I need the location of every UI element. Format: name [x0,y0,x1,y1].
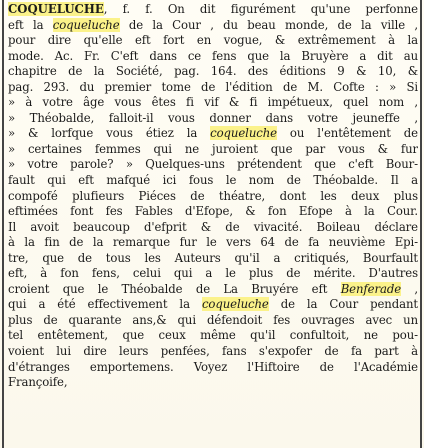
entry-line: chapitre de la Société, pag. 164. des éditions 9 & 10, & [8,64,418,79]
headword: COQUELUCHE [8,2,104,16]
entry-line: » & lorfque vous étiez la coqueluche ou l'entêtement de [8,126,418,141]
entry-line: tre, que de tous les Auteurs qu'il a critiqués, Bourfault [8,250,418,265]
entry-line: à la fin de la remarque fur le vers 64 de fa neuvième Epi- [8,235,418,250]
entry-line: tel entêtement, que ceux même qu'il confultoit, ne pou- [8,328,418,343]
page-border-left [2,0,4,448]
entry-line: pag. 293. du premier tome de l'édition de M. Cofte : » Si [8,79,418,94]
entry-line: eft, à fon fens, celui qui a le plus de mérite. D'autres [8,266,418,281]
entry-line: fault qui eft mafqué ici fous le nom de Théobalde. Il a [8,173,418,188]
highlighted-term: coqueluche [52,17,120,32]
entry-line: pour dire qu'elle eft fort en vogue, & extrêmement à la [8,33,418,48]
entry-line: » Théobalde, falloit-il vous donner dans votre jeuneffe , [8,110,418,125]
entry-line: mode. Ac. Fr. C'eft dans ce fens que la Bruyère a dit au [8,48,418,63]
entry-line: » votre parole? » Quelques-uns prétendent que c'eft Bour- [8,157,418,172]
entry-line: qui a été effectivement la coqueluche de la Cour pendant [8,297,418,312]
entry-line: » certaines femmes qui ne juroient que par vous & fur [8,141,418,156]
highlighted-term: coqueluche [201,297,269,312]
entry-line: croient que le Théobalde de La Bruyére eft Benferade , [8,281,418,296]
entry-line: Il avoit beaucoup d'efprit & de vivacité. Boileau déclare [8,219,418,234]
page-border-right [420,0,422,448]
entry-line: COQUELUCHE, f. f. On dit figurément qu'une perfonne [8,2,418,16]
entry-line: voient lui dire leurs penfées, fans s'expofer de fa part à [8,344,418,359]
entry-line: compofé plufieurs Piéces de théatre, dont les deux plus [8,188,418,203]
entry-line: plus de quarante ans,& qui défendoit fes ouvrages avec un [8,312,418,327]
highlighted-term: Benferade [340,281,402,296]
dictionary-entry [8,2,418,391]
entry-line: eftimées font fes Fables d'Efope, & fon Efope à la Cour. [8,204,418,219]
highlighted-term: coqueluche [210,126,277,141]
entry-line: d'étranges emportemens. Voyez l'Hiftoire de l'Académie [8,359,418,374]
entry-line: Françoife, [8,375,68,390]
entry-line: » à votre âge vous êtes fi vif & fi impétueux, quel nom , [8,95,418,110]
entry-line: eft la coqueluche de la Cour , du beau monde, de la ville , [8,17,418,32]
